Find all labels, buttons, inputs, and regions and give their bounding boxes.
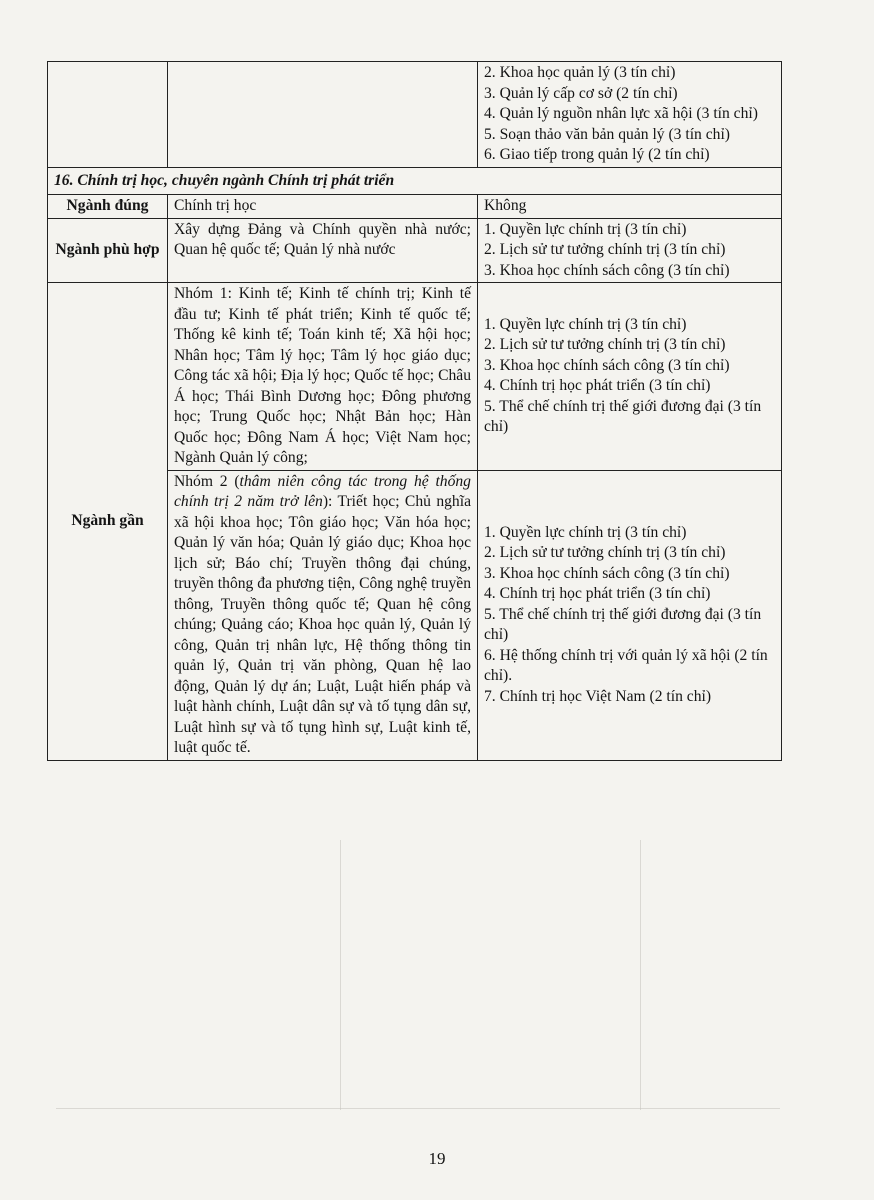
majors-group1: Nhóm 1: Kinh tế; Kinh tế chính trị; Kinh tế đầu tư; Kinh tế phát triển; Kinh tế quốc tế; Thống kê kinh tế; Toán kinh tế; Xã hội học; Nhân học; Tâm lý học; Tâm lý học giáo dục; Công tác xã hội; Địa lý học; Quốc tế học; Châu Á học; Thái Bình Dương học; Đông phương học; Trung Quốc học; Nhật Bản học; Hàn Quốc học; Đông Nam Á học; Việt Nam học; Ngành Quản lý công; — [168, 283, 478, 471]
course-item: 5. Thể chế chính trị thế giới đương đại (3 tín chỉ) — [484, 605, 762, 644]
course-item: 3. Khoa học chính sách công (3 tín chỉ) — [484, 564, 730, 582]
group2-majors: Triết học; Chủ nghĩa xã hội khoa học; Tôn giáo học; Văn hóa học; Quản lý văn hóa; Quản lý giáo dục; Khoa học lịch sử; Báo chí; Truyền thông đại chúng, truyền thông đa phương tiện, Công nghệ truyền thông, Truyền thông quốc tế; Quan hệ công chúng; Quảng cáo; Khoa học quản lý, Quản lý công, Quản trị nhân lực, Hệ thống thông tin quản lý, Quản trị văn phòng, Quan hệ lao động, Quản lý dự án; Luật, Luật hiến pháp và luật hành chính, Luật dân sự và tố tụng dân sự, Luật hình sự và tố tụng hình sự, Luật kinh tế, luật quốc tế. — [174, 493, 471, 756]
course-item: 3. Khoa học chính sách công (3 tín chỉ) — [484, 356, 730, 374]
label-nganh-phu-hop: Ngành phù hợp — [48, 218, 168, 283]
course-item: 3. Quản lý cấp cơ sở (2 tín chỉ) — [484, 84, 678, 102]
section-title: 16. Chính trị học, chuyên ngành Chính trị phát triển — [48, 167, 782, 195]
courses-group1 — [478, 283, 782, 471]
courses-group2 — [478, 470, 782, 760]
group2-prefix: Nhóm 2 ( — [174, 472, 240, 490]
courses-nganh-dung: Không — [478, 195, 782, 219]
course-item: 4. Quản lý nguồn nhân lực xã hội (3 tín chỉ) — [484, 105, 758, 122]
page-number: 19 — [428, 1149, 446, 1168]
bleed-through-line — [340, 840, 341, 1110]
course-item: 6. Giao tiếp trong quản lý (2 tín chỉ) — [484, 146, 710, 163]
majors-nganh-phu-hop: Xây dựng Đảng và Chính quyền nhà nước; Quan hệ quốc tế; Quản lý nhà nước — [168, 218, 478, 283]
group2-condition: thâm niên công tác trong hệ thống chính trị 2 năm trở lên — [174, 472, 471, 510]
course-item: 6. Hệ thống chính trị với quản lý xã hội (2 tín chỉ). — [484, 646, 768, 685]
course-item: 4. Chính trị học phát triển (3 tín chỉ) — [484, 585, 711, 603]
bleed-through-line — [640, 840, 641, 1110]
course-item: 2. Khoa học quản lý (3 tín chỉ) — [484, 64, 676, 81]
course-item: 2. Lịch sử tư tưởng chính trị (3 tín chỉ) — [484, 336, 726, 354]
courses-nganh-phu-hop — [478, 218, 782, 283]
row-nganh-phu-hop — [48, 218, 782, 283]
course-item: 7. Chính trị học Việt Nam (2 tín chỉ) — [484, 687, 712, 705]
course-item: 1. Quyền lực chính trị (3 tín chỉ) — [484, 220, 687, 238]
empty-label-cell — [48, 62, 168, 168]
group2-suffix: ): — [322, 493, 338, 510]
row-nganh-gan-group1 — [48, 283, 782, 471]
continuation-courses-cell — [478, 62, 782, 168]
bleed-through-line — [56, 1108, 780, 1109]
course-item: 3. Khoa học chính sách công (3 tín chỉ) — [484, 261, 730, 279]
course-item: 1. Quyền lực chính trị (3 tín chỉ) — [484, 523, 687, 541]
course-item: 5. Soạn thảo văn bản quản lý (3 tín chỉ) — [484, 125, 730, 143]
course-item: 1. Quyền lực chính trị (3 tín chỉ) — [484, 315, 687, 333]
curriculum-table — [47, 61, 782, 761]
empty-majors-cell — [168, 62, 478, 168]
course-item: 2. Lịch sử tư tưởng chính trị (3 tín chỉ) — [484, 241, 726, 258]
section-title-row — [48, 167, 782, 195]
course-item: 2. Lịch sử tư tưởng chính trị (3 tín chỉ) — [484, 544, 726, 562]
majors-group2 — [168, 470, 478, 760]
course-item: 5. Thể chế chính trị thế giới đương đại (3 tín chỉ) — [484, 397, 762, 436]
label-nganh-dung: Ngành đúng — [48, 195, 168, 219]
continuation-row — [48, 62, 782, 168]
row-nganh-dung — [48, 195, 782, 219]
label-nganh-gan: Ngành gần — [48, 283, 168, 761]
course-item: 4. Chính trị học phát triển (3 tín chỉ) — [484, 377, 711, 395]
majors-nganh-dung: Chính trị học — [168, 195, 478, 219]
